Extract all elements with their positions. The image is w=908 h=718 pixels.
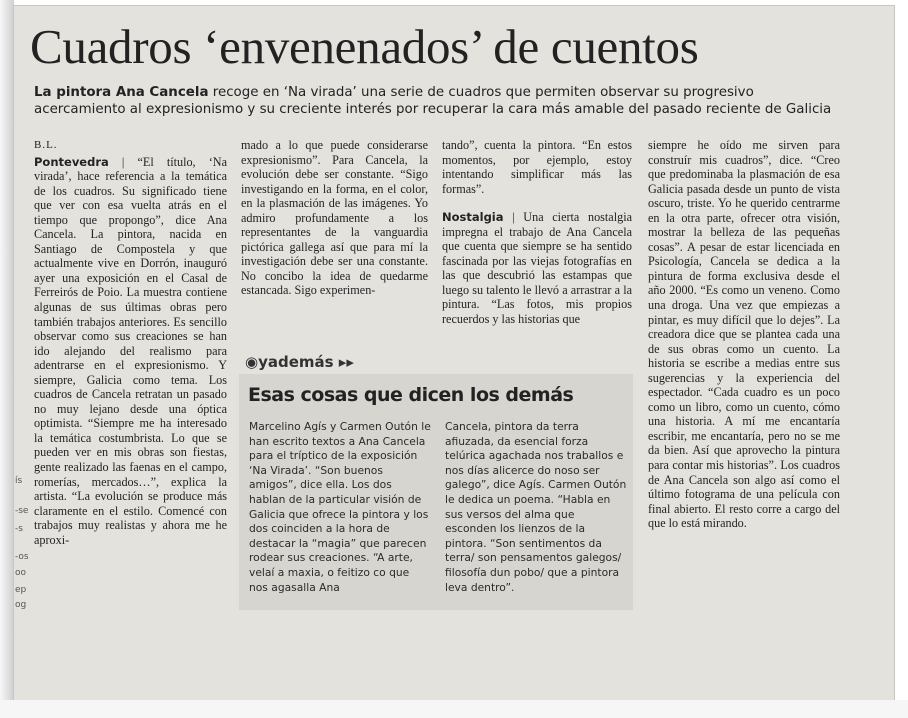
margin-fragment: og xyxy=(15,600,27,610)
column-3-text-b: | Una cierta nostalgia impregna el trabajo de Ana Cancela que cuenta que siempre se ha sentido fascinada por las viejas fotografías en las que descubrió las estampas que luego su talento le llevó a arrastrar a la pintura. “Las fotos, mis propios recuerdos y las historias que xyxy=(442,210,632,327)
margin-fragment: ís xyxy=(15,476,23,486)
column-4-text: siempre he oído me sirven para construír mis cuadros”, dice. “Creo que predominaba la plasmación de esa Galicia pasada desde un punto de vista oscuro, triste. Yo he querido centrarme en la otra parte, ofrecer otra visión, mostrar la belleza de las pequeñas cosas”. A pesar de estar licenciada en Psicología, Cancela se dedica a la pintura de forma exclusiva desde el año 2000. “Es como un veneno. Como una droga. Una vez que empiezas a pintar, es muy difícil que lo dejes”. La creadora dice que se plantea cada una de sus obras como un cuento. La historia se escribe a medias entre sus sugerencias y la experiencia del espectador. “Cada cuadro es un poco como un libro, como un cuento, cómo una historia. A mí me encantaría escribir, me encantaría, pero no se me da bien. Así que aprovecho la pintura para contar mis historias”. Los cuadros de Ana Cancela son algo así como el último fotograma de una película con final abierto. El resto corre a cargo del que lo está mirando. xyxy=(648,138,840,531)
byline: B.L. xyxy=(34,139,58,151)
sidebar-column-1: Marcelino Agís y Carmen Outón le han escrito textos a Ana Cancela para el tríptico de la exposición ‘Na Virada’. “Son buenos amigos”, dice ella. Los dos hablan de la particular visión de Galicia que ofrece la pintora y los dos coinciden a la hora de destacar la “magia” que parecen rodear sus creaciones. “A arte, velaí a maxia, o feitizo co que nos agasalla Ana xyxy=(249,420,431,594)
article-column-3 xyxy=(442,138,632,327)
headline: Cuadros ‘envenenados’ de cuentos xyxy=(30,19,699,74)
scan-bottom-edge xyxy=(0,700,908,718)
sidebar-column-2: Cancela, pintora da terra afiuzada, da esencial forza telúrica agachada nos traballos e nos días alicerce do noso ser galego”, dice Agís. Carmen Outón le dedica un poema. “Habla en sus versos del alma que esconden los lienzos de la pintora. “Son sentimentos da terra/ son pensamentos galegos/ filosofía dun pobo/ que a pintora leva dentro”. xyxy=(445,420,627,594)
article-column-4 xyxy=(648,138,840,531)
column-1-text: | “El título, ‘Na virada’, hace referencia a la temática de los cuadros. Su significado tiene que ver con esa vuelta atrás en el tiempo que propongo”, dice Ana Cancela. La pintora, nacida en Santiago de Compostela y que actualmente vive en Dorrón, inauguró ayer una exposición en el Casal de Ferreirós de Poio. La muestra contiene algunas de sus últimas obras pero también trabajos anteriores. Es sencillo observar como sus creaciones se han ido alejando del realismo para adentrarse en el expresionismo. Y siempre, Galicia como tema. Los cuadros de Cancela retratan un pasado no muy lejano desde una óptica optimista. “Siempre me ha interesado la temática costumbrista. Lo que se pueden ver en mis obras son fiestas, gente realizado las faenas en el campo, romerías, mercados…”, explica la artista. “La evolución se produce más claramente en el estilo. Comencé con trabajos muy realistas y ahora me he aproxi- xyxy=(34,154,227,547)
scan-left-edge xyxy=(0,0,14,718)
article-column-1 xyxy=(34,138,227,547)
column-2-text: mado a lo que puede considerarse expresionismo”. Para Cancela, la evolución debe ser constante. “Sigo investigando en la forma, en el color, en la plasmación de las imágenes. Yo admiro profundamente a los representantes de la vanguardia pictórica gallega así que para mí la investigación debe ser una constante. No concibo la idea de quedarme estancada. Sigo experimen- xyxy=(241,138,428,298)
margin-fragment: -se xyxy=(15,506,29,516)
subhead-text: recoge en ‘Na virada’ una serie de cuadros que permiten observar su progresivo acercamiento al expresionismo y su creciente interés por recuperar la cara más amable del pasado reciente de Galicia xyxy=(34,85,832,117)
article-column-2 xyxy=(241,138,428,298)
sidebar-tab-label: ◉yademás ▸▸ xyxy=(245,353,354,371)
sidebar-title: Esas cosas que dicen los demás xyxy=(248,384,574,406)
subhead xyxy=(34,84,844,118)
margin-fragment: ep xyxy=(15,585,27,595)
margin-fragment: -s xyxy=(15,524,23,534)
subhead-lead: La pintora Ana Cancela xyxy=(34,85,209,100)
margin-fragment: -os xyxy=(15,552,29,562)
margin-fragment: oo xyxy=(15,568,27,578)
section-kicker: Nostalgia xyxy=(442,210,504,225)
column-3-text-a: tando”, cuenta la pintora. “En estos momentos, por ejemplo, estoy intentando simplificar más las formas”. xyxy=(442,138,632,196)
dateline: Pontevedra xyxy=(34,154,109,169)
sidebar-tab xyxy=(239,350,633,377)
